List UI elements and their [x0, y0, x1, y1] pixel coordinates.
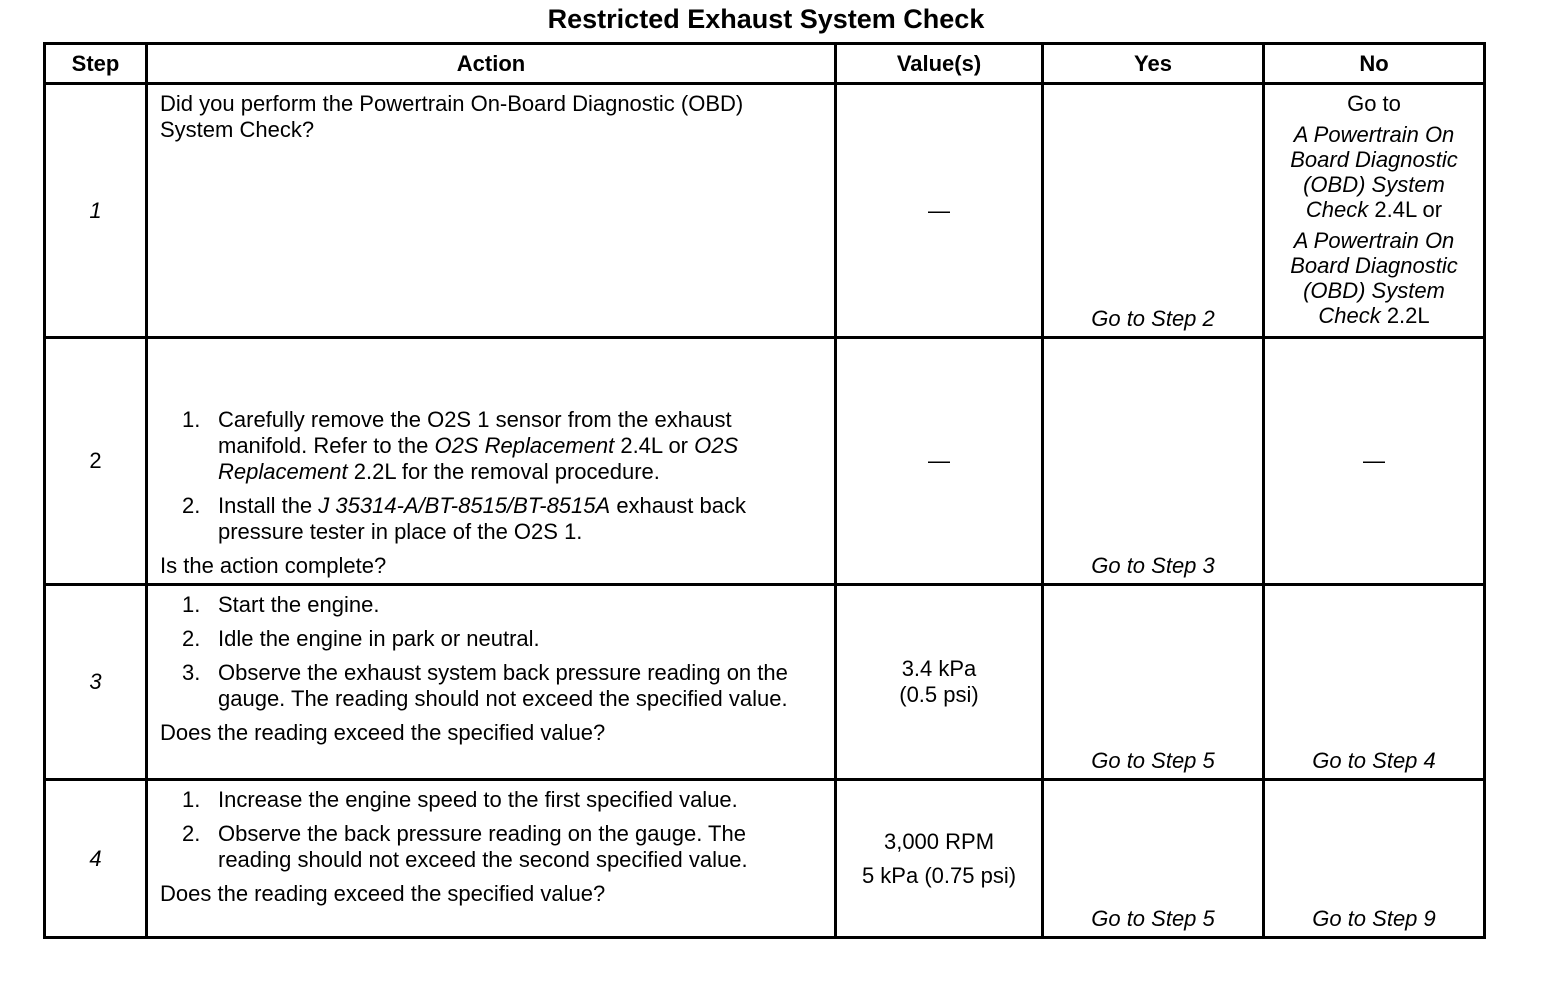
step-number: 3	[45, 585, 147, 780]
action-question: Does the reading exceed the specified value?	[160, 881, 606, 906]
no-cell: Go to Step 4	[1264, 585, 1485, 780]
action-step: 2. Idle the engine in park or neutral.	[182, 626, 540, 651]
action-step: 1. Start the engine.	[182, 592, 380, 617]
yes-cell: Go to Step 2	[1043, 84, 1264, 338]
header-yes: Yes	[1043, 44, 1264, 84]
action-cell	[147, 338, 836, 585]
no-intro: Go to	[1347, 91, 1401, 116]
value-cell	[836, 780, 1043, 938]
no-reference-22l: A Powertrain On Board Diagnostic (OBD) System Check 2.2L	[1290, 228, 1458, 328]
action-cell	[147, 780, 836, 938]
value-line: 5 kPa (0.75 psi)	[861, 862, 1017, 888]
action-question: Did you perform the Powertrain On-Board Diagnostic (OBD) System Check?	[160, 91, 744, 142]
step-number: 2	[45, 338, 147, 585]
action-question: Does the reading exceed the specified value?	[160, 720, 606, 745]
header-step: Step	[45, 44, 147, 84]
value-line: 3.4 kPa	[901, 656, 977, 681]
table-row	[45, 84, 1485, 338]
value-cell	[836, 585, 1043, 780]
no-cell: —	[1264, 338, 1485, 585]
no-cell: Go to Step 9	[1264, 780, 1485, 938]
step-number: 1	[45, 84, 147, 338]
no-reference-24l: A Powertrain On Board Diagnostic (OBD) System Check 2.4L or	[1290, 122, 1458, 222]
action-step: 1. Increase the engine speed to the first specified value.	[182, 787, 738, 812]
table-row	[45, 338, 1485, 585]
table-header-row	[45, 44, 1485, 84]
value-cell: —	[836, 84, 1043, 338]
yes-cell: Go to Step 5	[1043, 585, 1264, 780]
action-step: 1. Carefully remove the O2S 1 sensor from the exhaust manifold. Refer to the O2S Replacement 2.4L or O2S Replacement 2.2L for the removal procedure.	[182, 407, 739, 484]
header-action: Action	[147, 44, 836, 84]
action-step: 3. Observe the exhaust system back pressure reading on the gauge. The reading should not exceed the specified value.	[182, 660, 788, 711]
action-cell	[147, 84, 836, 338]
table-row	[45, 780, 1485, 938]
page-title: Restricted Exhaust System Check	[547, 4, 985, 34]
step-number: 4	[45, 780, 147, 938]
no-cell	[1264, 84, 1485, 338]
action-steps	[160, 787, 824, 873]
value-line: (0.5 psi)	[899, 682, 979, 707]
action-cell	[147, 585, 836, 780]
action-steps	[160, 592, 824, 712]
header-values: Value(s)	[836, 44, 1043, 84]
value-line: 3,000 RPM	[883, 828, 995, 854]
action-step: 2. Install the J 35314-A/BT-8515/BT-8515A exhaust back pressure tester in place of the O2S 1.	[182, 493, 746, 544]
table-row	[45, 585, 1485, 780]
yes-cell: Go to Step 3	[1043, 338, 1264, 585]
action-question: Is the action complete?	[160, 553, 387, 578]
value-cell: —	[836, 338, 1043, 585]
yes-cell: Go to Step 5	[1043, 780, 1264, 938]
action-steps	[160, 407, 824, 545]
action-step: 2. Observe the back pressure reading on the gauge. The reading should not exceed the second specified value.	[182, 821, 748, 872]
diagnostic-table	[43, 42, 1486, 939]
header-no: No	[1264, 44, 1485, 84]
